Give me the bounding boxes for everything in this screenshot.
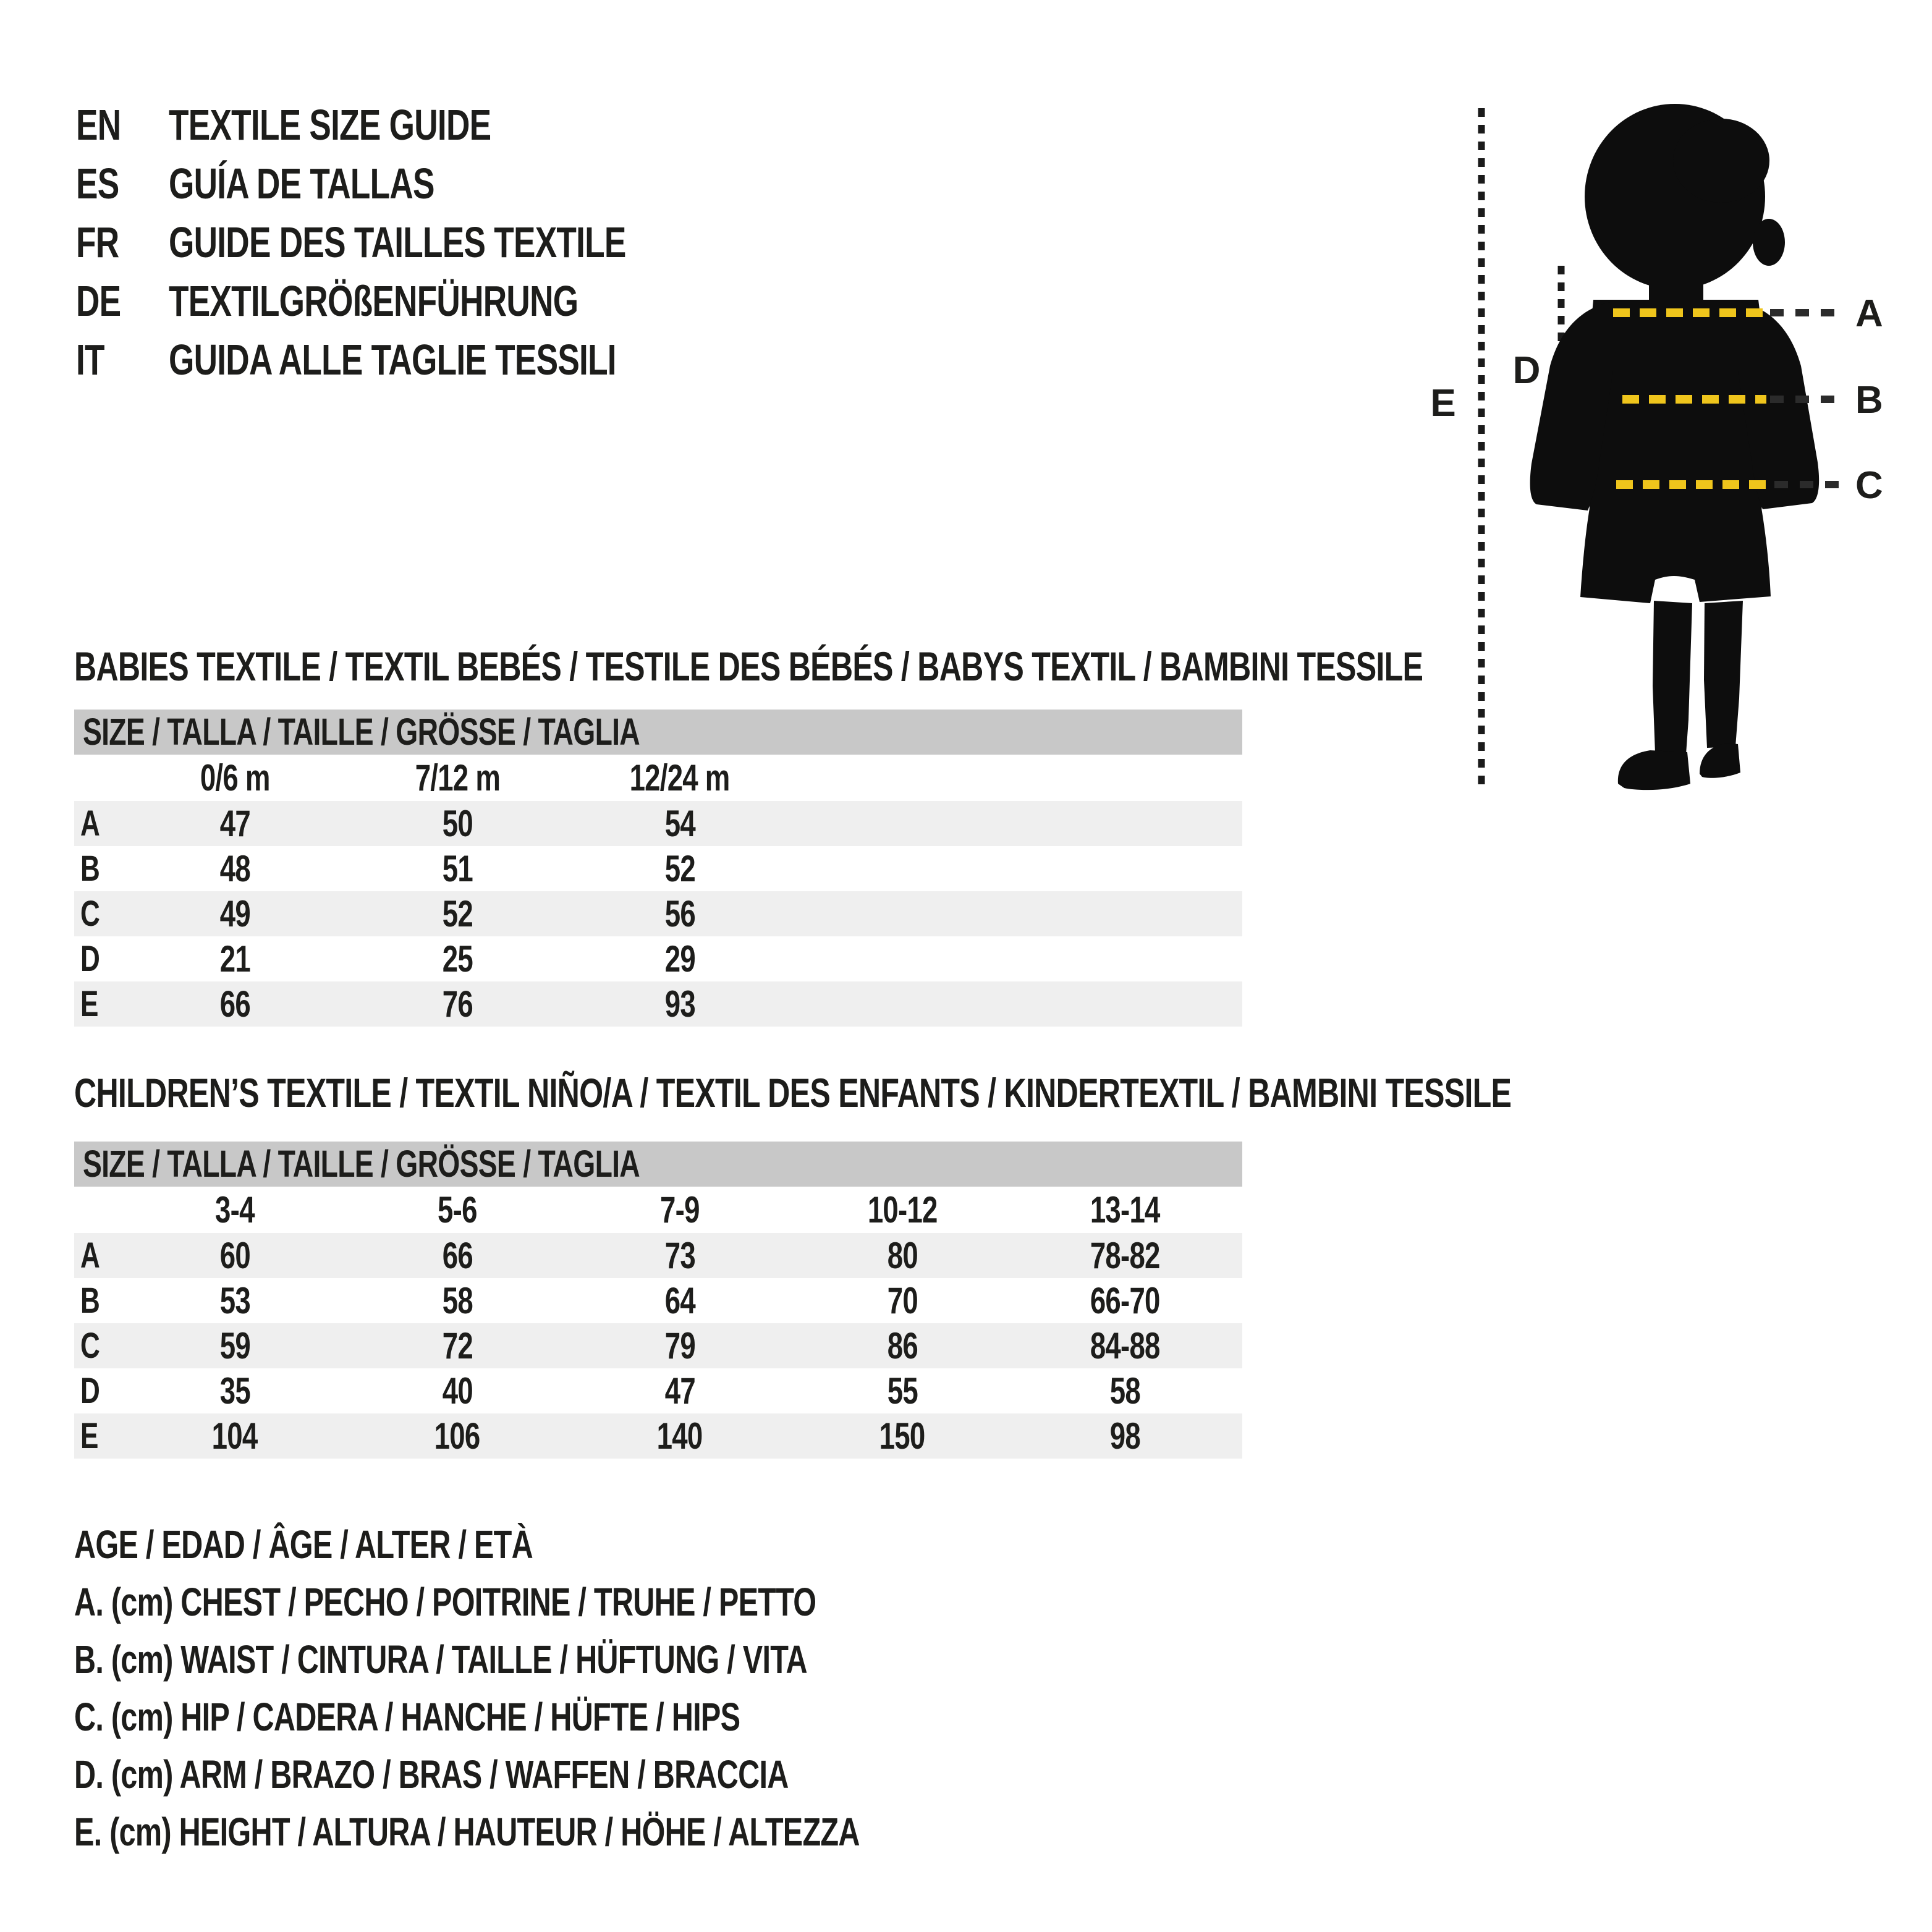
diagram-label-d: D: [1512, 349, 1541, 392]
babies-section-title: BABIES TEXTILE / TEXTIL BEBÉS / TESTILE DES BÉBÉS / BABYS TEXTIL / BAMBINI TESSILE: [74, 643, 1423, 689]
table-row: [74, 846, 1242, 891]
language-title: GUÍA DE TALLAS: [169, 159, 434, 208]
table-cell: 58: [442, 1280, 473, 1321]
table-cell: 50: [442, 803, 473, 844]
babies-size-header-bar: SIZE / TALLA / TAILLE / GRÖSSE / TAGLIA: [74, 710, 1242, 755]
table-row: [74, 981, 1242, 1027]
table-cell: 47: [664, 1370, 695, 1412]
table-cell: 72: [442, 1325, 473, 1366]
table-cell: 84-88: [1090, 1325, 1160, 1366]
table-row: [74, 891, 1242, 936]
measurement-diagram: [1409, 62, 1932, 803]
diagram-label-a: A: [1855, 292, 1883, 335]
table-cell: 140: [657, 1415, 703, 1457]
column-header: 0/6 m: [200, 757, 270, 799]
column-header: 5-6: [438, 1189, 477, 1231]
table-cell: 73: [664, 1235, 695, 1276]
table-cell: 70: [887, 1280, 918, 1321]
language-row-de: [76, 272, 770, 331]
table-cell: 40: [442, 1370, 473, 1412]
measurement-legend: [74, 1516, 1108, 1861]
table-cell: 58: [1109, 1370, 1140, 1412]
table-cell: 64: [664, 1280, 695, 1321]
legend-age-line: AGE / EDAD / ÂGE / ALTER / ETÀ: [74, 1522, 533, 1567]
row-label: C: [80, 1326, 100, 1366]
table-cell: 60: [219, 1235, 250, 1276]
table-cell: 48: [219, 848, 250, 889]
table-cell: 66: [442, 1235, 473, 1276]
row-label: A: [80, 803, 100, 844]
legend-arm-line: D. (cm) ARM / BRAZO / BRAS / WAFFEN / BRACCIA: [74, 1752, 789, 1797]
legend-hip-line: C. (cm) HIP / CADERA / HANCHE / HÜFTE / HIPS: [74, 1695, 740, 1739]
row-label: D: [80, 939, 100, 979]
row-label: C: [80, 894, 100, 934]
table-cell: 52: [664, 848, 695, 889]
table-cell: 76: [442, 983, 473, 1025]
table-row: [74, 1413, 1242, 1459]
table-cell: 80: [887, 1235, 918, 1276]
table-cell: 52: [442, 893, 473, 934]
table-cell: 29: [664, 938, 695, 980]
column-header: 3-4: [215, 1189, 255, 1231]
legend-waist-line: B. (cm) WAIST / CINTURA / TAILLE / HÜFTUNG / VITA: [74, 1637, 807, 1682]
table-row: [74, 801, 1242, 846]
language-code: FR: [76, 218, 119, 266]
language-list: [76, 96, 770, 389]
row-label: D: [80, 1371, 100, 1411]
column-header: 12/24 m: [629, 757, 730, 799]
column-header: 7-9: [660, 1189, 700, 1231]
table-cell: 59: [219, 1325, 250, 1366]
row-label: E: [80, 984, 98, 1024]
table-cell: 54: [664, 803, 695, 844]
table-cell: 86: [887, 1325, 918, 1366]
table-cell: 21: [219, 938, 250, 980]
table-cell: 78-82: [1090, 1235, 1160, 1276]
language-code: EN: [76, 101, 121, 149]
table-cell: 104: [212, 1415, 258, 1457]
children-column-header-row: [74, 1187, 1242, 1233]
table-cell: 79: [664, 1325, 695, 1366]
language-code: IT: [76, 336, 104, 384]
table-row: [74, 1233, 1242, 1278]
language-title: GUIDA ALLE TAGLIE TESSILI: [169, 336, 616, 384]
language-title: TEXTILE SIZE GUIDE: [169, 101, 491, 149]
row-label: A: [80, 1235, 100, 1276]
table-row: [74, 1278, 1242, 1323]
table-cell: 66: [219, 983, 250, 1025]
column-header: 7/12 m: [415, 757, 500, 799]
table-cell: 56: [664, 893, 695, 934]
table-cell: 55: [887, 1370, 918, 1412]
children-size-header-bar: SIZE / TALLA / TAILLE / GRÖSSE / TAGLIA: [74, 1142, 1242, 1187]
table-row: [74, 1323, 1242, 1368]
legend-chest-line: A. (cm) CHEST / PECHO / POITRINE / TRUHE / PETTO: [74, 1580, 816, 1624]
row-label: B: [80, 1281, 100, 1321]
table-row: [74, 1368, 1242, 1413]
diagram-label-c: C: [1855, 464, 1883, 507]
language-code: DE: [76, 277, 121, 325]
language-row-fr: [76, 213, 770, 272]
table-cell: 98: [1109, 1415, 1140, 1457]
children-size-table: [74, 1142, 1242, 1459]
language-row-es: [76, 155, 770, 213]
babies-size-table: [74, 710, 1242, 1027]
table-cell: 49: [219, 893, 250, 934]
table-cell: 35: [219, 1370, 250, 1412]
language-code: ES: [76, 159, 119, 208]
column-header: 13-14: [1090, 1189, 1160, 1231]
table-cell: 47: [219, 803, 250, 844]
table-cell: 106: [434, 1415, 480, 1457]
table-cell: 51: [442, 848, 473, 889]
diagram-label-b: B: [1855, 379, 1883, 422]
language-title: TEXTILGRÖßENFÜHRUNG: [169, 277, 578, 325]
table-cell: 66-70: [1090, 1280, 1160, 1321]
legend-height-line: E. (cm) HEIGHT / ALTURA / HAUTEUR / HÖHE / ALTEZZA: [74, 1810, 860, 1854]
table-cell: 150: [879, 1415, 925, 1457]
diagram-label-e: E: [1430, 382, 1456, 425]
row-label: E: [80, 1416, 98, 1456]
table-cell: 93: [664, 983, 695, 1025]
table-cell: 25: [442, 938, 473, 980]
language-title: GUIDE DES TAILLES TEXTILE: [169, 218, 626, 266]
babies-column-header-row: [74, 755, 1242, 801]
column-header: 10-12: [867, 1189, 938, 1231]
language-row-en: [76, 96, 770, 155]
table-cell: 53: [219, 1280, 250, 1321]
children-section-title: CHILDREN’S TEXTILE / TEXTIL NIÑO/A / TEXTIL DES ENFANTS / KINDERTEXTIL / BAMBINI TESSILE: [74, 1070, 1512, 1116]
table-row: [74, 936, 1242, 981]
row-label: B: [80, 849, 100, 889]
language-row-it: [76, 331, 770, 389]
